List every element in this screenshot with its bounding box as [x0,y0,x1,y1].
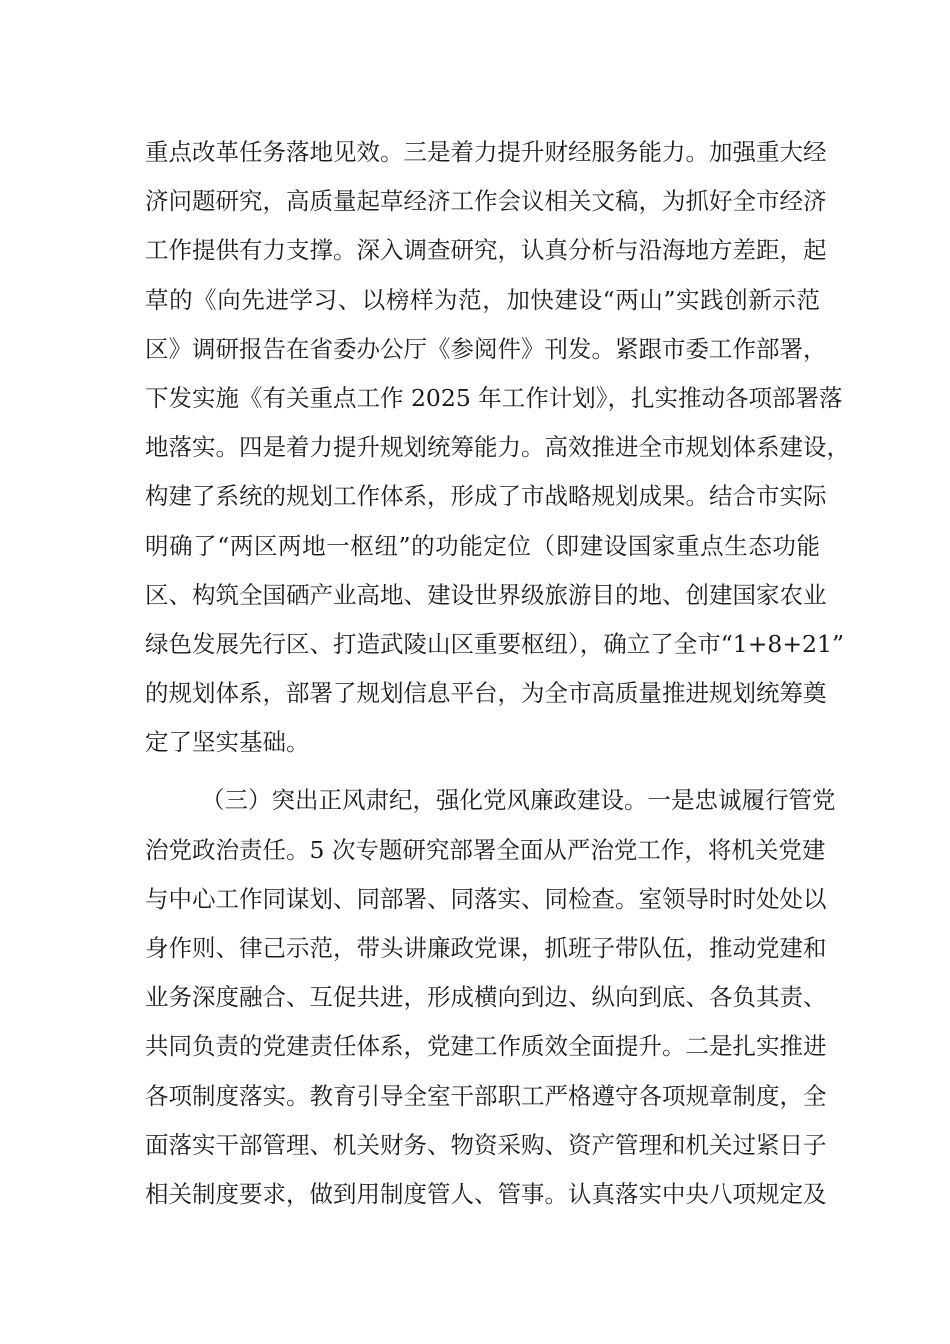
text-line: 工作提供有力支撑。深入调查研究，认真分析与沿海地方差距，起 [145,236,827,265]
text-line: 明确了“两区两地一枢纽”的功能定位（即建设国家重点生态功能 [145,531,820,560]
paragraph-1 [145,128,850,767]
text-line: 地落实。四是着力提升规划统筹能力。高效推进全市规划体系建设， [145,433,850,462]
text-line: 绿色发展先行区、打造武陵山区重要枢纽），确立了全市“1+8+21” [145,629,844,658]
text-line: 区、构筑全国硒产业高地、建设世界级旅游目的地、创建国家农业 [145,580,827,609]
document-body [145,128,850,1219]
text-line: 身作则、律己示范，带头讲廉政党课，抓班子带队伍，推动党建和 [145,934,827,962]
text-line: （三）突出正风肃纪，强化党风廉政建设。一是忠诚履行管党 [201,786,836,815]
text-line: 区》调研报告在省委办公厅《参阅件》刊发。紧跟市委工作部署， [145,334,827,363]
text-line: 相关制度要求，做到用制度管人、管事。认真落实中央八项规定及 [145,1179,827,1208]
text-line: 治党政治责任。5 次专题研究部署全面从严治党工作，将机关党建 [145,835,826,864]
text-line: 重点改革任务落地见效。三是着力提升财经服务能力。加强重大经 [145,138,827,166]
text-line: 业务深度融合、互促共进，形成横向到边、纵向到底、各负其责、 [145,983,827,1012]
paragraph-2 [145,776,836,1219]
text-line: 的规划体系，部署了规划信息平台，为全市高质量推进规划统筹奠 [145,679,827,708]
text-line: 草的《向先进学习、以榜样为范，加快建设“两山”实践创新示范 [145,285,820,314]
text-line: 构建了系统的规划工作体系，形成了市战略规划成果。结合市实际 [145,482,827,511]
text-line: 下发实施《有关重点工作 2025 年工作计划》，扎实推动各项部署落 [145,383,843,412]
text-line: 定了坚实基础。 [145,728,310,757]
text-line: 济问题研究，高质量起草经济工作会议相关文稿，为抓好全市经济 [145,187,827,216]
text-line: 与中心工作同谋划、同部署、同落实、同检查。室领导时时处处以 [145,884,827,913]
paragraph-gap [145,767,820,776]
text-line: 共同负责的党建责任体系，党建工作质效全面提升。二是扎实推进 [145,1032,827,1061]
text-line: 各项制度落实。教育引导全室干部职工严格遵守各项规章制度，全 [145,1081,827,1110]
text-line: 面落实干部管理、机关财务、物资采购、资产管理和机关过紧日子 [145,1130,827,1159]
